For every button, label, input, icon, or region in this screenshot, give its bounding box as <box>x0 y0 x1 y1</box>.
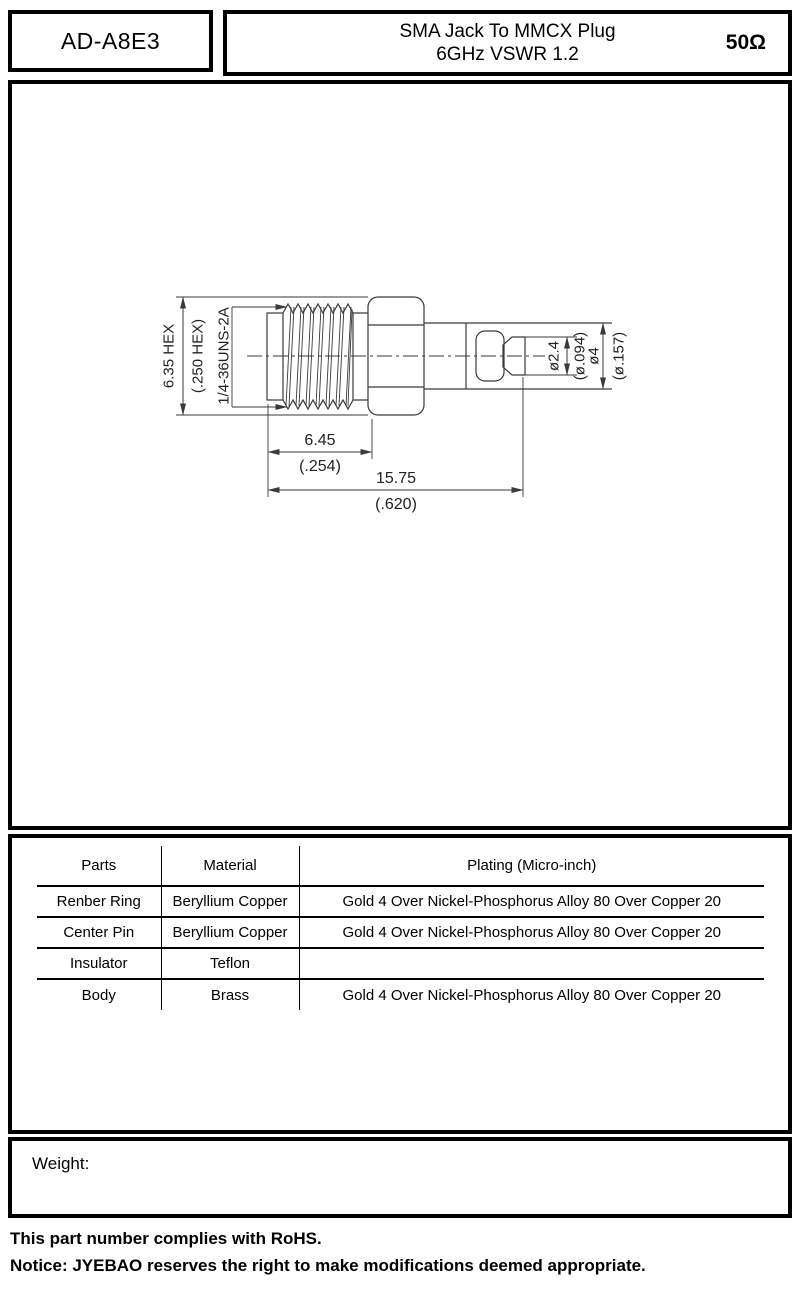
table-row <box>37 948 764 979</box>
dim-hex-mm: 6.35 HEX <box>160 323 178 389</box>
cell-part: Center Pin <box>37 917 161 948</box>
title-line1: SMA Jack To MMCX Plug <box>399 21 616 42</box>
cell-material: Teflon <box>161 948 299 979</box>
title-box <box>223 10 792 76</box>
dim-pin-dia-mm: ø2.4 <box>545 340 563 372</box>
cell-part: Body <box>37 979 161 1010</box>
table-row <box>37 979 764 1010</box>
impedance-value: 50Ω <box>725 31 766 54</box>
parts-table <box>37 846 764 1010</box>
dim-hex-in: (.250 HEX) <box>189 318 207 394</box>
cell-plating: Gold 4 Over Nickel-Phosphorus Alloy 80 Over Copper 20 <box>342 924 721 941</box>
table-row <box>37 886 764 917</box>
cell-material: Beryllium Copper <box>161 917 299 948</box>
cell-plating: Gold 4 Over Nickel-Phosphorus Alloy 80 Over Copper 20 <box>342 986 721 1004</box>
part-number-box <box>8 10 213 72</box>
dim-len2-in: (.620) <box>375 496 417 513</box>
cell-material: Brass <box>161 979 299 1010</box>
dim-len2-mm: 15.75 <box>375 470 417 487</box>
cell-part: Renber Ring <box>37 886 161 917</box>
table-header-row <box>37 846 764 886</box>
dim-len1-in: (.254) <box>299 458 341 475</box>
footer-notices <box>10 1225 646 1279</box>
part-number: AD-A8E3 <box>60 27 161 54</box>
cell-part: Insulator <box>37 948 161 979</box>
rohs-notice: This part number complies with RoHS. <box>10 1229 322 1248</box>
drawing-box <box>8 80 792 830</box>
table-row <box>37 917 764 948</box>
dim-body-dia-mm: ø4 <box>585 347 603 365</box>
cell-material: Beryllium Copper <box>161 886 299 917</box>
modification-notice: Notice: JYEBAO reserves the right to make modifications deemed appropriate. <box>10 1256 646 1275</box>
page-title <box>399 20 615 66</box>
cell-plating <box>299 948 764 979</box>
col-header-material: Material <box>161 846 299 886</box>
col-header-plating: Plating (Micro-inch) <box>299 846 764 886</box>
dim-pin-dia-in: (ø.094) <box>571 331 589 381</box>
cell-plating: Gold 4 Over Nickel-Phosphorus Alloy 80 Over Copper 20 <box>342 893 721 910</box>
col-header-parts: Parts <box>37 846 161 886</box>
weight-label: Weight: <box>32 1154 90 1173</box>
dim-thread-spec: 1/4-36UNS-2A <box>215 307 233 405</box>
parts-table-section <box>8 834 792 1134</box>
weight-section <box>8 1137 792 1218</box>
title-line2: 6GHz VSWR 1.2 <box>436 44 579 65</box>
dim-body-dia-in: (ø.157) <box>610 331 628 381</box>
dim-len1-mm: 6.45 <box>304 432 336 449</box>
